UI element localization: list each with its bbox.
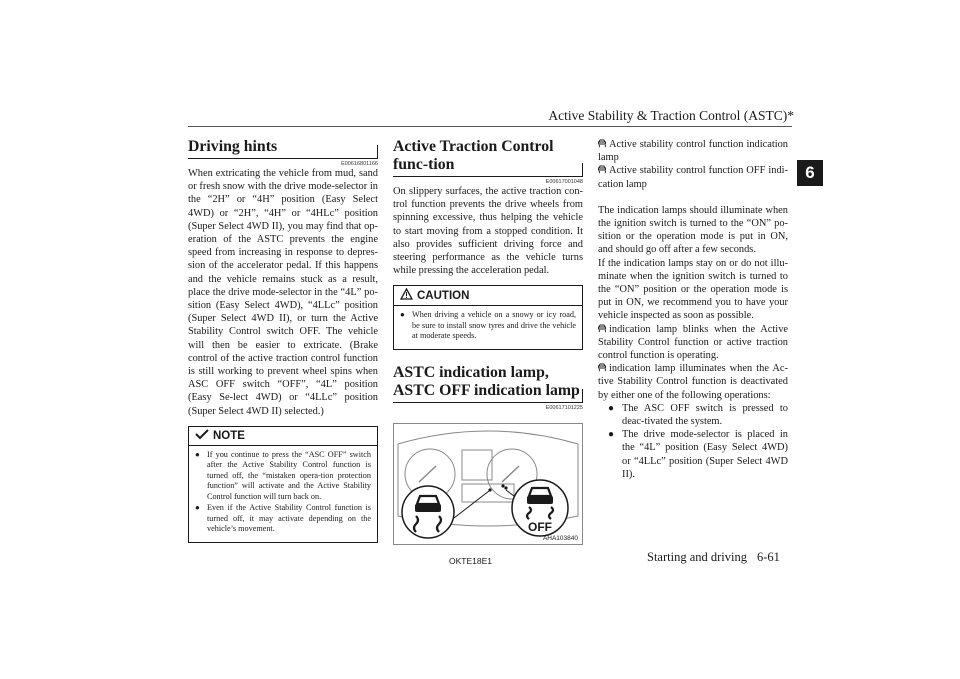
- section-heading-driving-hints: Driving hints: [188, 138, 378, 159]
- section-heading-wrap: [188, 138, 378, 159]
- off-text: OFF: [528, 519, 552, 534]
- figure-label: AHA103840: [542, 534, 578, 542]
- deactivation-item: ● The ASC OFF switch is pressed to deac-tivated the system.: [608, 402, 788, 428]
- note-item: ● Even if the Active Stability Control function is turned off, it may activate depending on the vehicle’s movement.: [195, 503, 371, 535]
- section-heading-active-traction: Active Traction Control func-tion: [393, 138, 583, 177]
- column-middle: [393, 138, 583, 545]
- section-code: E00616801166: [341, 161, 378, 167]
- legend-astc-off-text: Active stability control function OFF indi-cation lamp: [598, 165, 788, 190]
- legend-astc: [598, 138, 788, 164]
- header-rule: [188, 126, 792, 127]
- lamp-para-4: [598, 362, 788, 402]
- cluster-illustration: [394, 424, 582, 544]
- section-code: E00617101225: [545, 404, 583, 411]
- section-heading-astc-lamp: ASTC indication lamp, ASTC OFF indication lamp: [393, 364, 583, 403]
- section-heading-wrap: [393, 364, 583, 403]
- lamp-para-3-text: indication lamp blinks when the Active Stability Control function or active traction control function is operating.: [598, 323, 788, 362]
- note-label: NOTE: [213, 429, 245, 442]
- lamp-para-2: If the indication lamps stay on or do not illu-minate when the ignition switch is turned to the “ON” position or the operation mode is put in ON, we recommend you to have your vehicle inspected as soon as possible.: [598, 257, 788, 322]
- note-box: [188, 426, 378, 543]
- note-item: ● If you continue to press the “ASC OFF” switch after the Active Stability Control function is turned off, the “mistaken opera-tion protection function” will activate and the Active Stability Control function will turn back on.: [195, 450, 371, 503]
- caution-box: [393, 285, 583, 350]
- note-icon: [195, 429, 209, 443]
- astc-lamp-icon: [598, 324, 606, 333]
- document-code: OKTE18E1: [449, 556, 492, 566]
- running-header: Active Stability & Traction Control (ASTC)*: [548, 108, 794, 123]
- instrument-cluster-figure: [393, 423, 583, 545]
- note-list: [189, 450, 377, 535]
- lamp-para-4-text: indication lamp illuminates when the Ac-tive Stability Control function is deactivated by either one of the following operations:: [598, 363, 788, 401]
- chapter-tab[interactable]: 6: [797, 160, 823, 186]
- caution-list: [394, 310, 582, 342]
- section-heading-wrap: [393, 138, 583, 177]
- warning-triangle-icon: [400, 288, 413, 303]
- footer-section-title: Starting and driving: [647, 550, 747, 564]
- lamp-para-3: [598, 323, 788, 363]
- column-right: [598, 138, 788, 481]
- astc-off-lamp-icon: [598, 165, 606, 174]
- astc-lamp-icon: [598, 139, 606, 148]
- lamp-para-1: The indication lamps should illuminate when the ignition switch is turned to the “ON” po-sition or the operation mode is put in ON, and should go off after a few seconds.: [598, 204, 788, 256]
- page-number: 6-61: [757, 550, 780, 564]
- caution-item: ● When driving a vehicle on a snowy or icy road, be sure to install snow tyres and drive the vehicle at moderate speeds.: [400, 310, 576, 342]
- driving-hints-body: When extricating the vehicle from mud, sand or fresh snow with the drive mode-selector in the “2H” or “4H” position (Easy Select 4WD) or “2H”, “4H” or “4HLc” position (Super Select 4WD II), you may find that op-eration of the ASTC prevents the engine speed from increasing in response to depres-sion of the accelerator pedal. If this happens and the vehicle remains stuck as a result, place the drive mode-selector in the “4L” po-sition (Easy Select 4WD), “4LLc” position (Super Select 4WD II), or turn the Active Stability Control switch OFF. The vehicle will then be easier to extricate. (Brake control of the active traction control function is still working to prevent wheel spins when ASC OFF switch “OFF”, “4L” position (Easy Se-lect 4WD) or “4LLc” position (Super Select 4WD II) selected.): [188, 168, 378, 417]
- column-left: [188, 138, 378, 543]
- legend-astc-text: Active stability control function indication lamp: [598, 139, 788, 164]
- deactivation-list: [598, 402, 788, 481]
- note-header: [189, 427, 377, 446]
- legend-astc-off: [598, 164, 788, 190]
- caution-label: CAUTION: [417, 289, 470, 302]
- deactivation-item: ● The drive mode-selector is placed in the “4L” position (Easy Select 4WD) or “4LLc” position (Super Select 4WD II).: [608, 428, 788, 481]
- section-code: E00617001048: [545, 179, 583, 185]
- astc-off-lamp-icon: [598, 363, 606, 372]
- traction-body: On slippery surfaces, the active traction con-trol function prevents the drive wheels from spinning excessive, thus helping the vehicle to start moving from a stopped condition. It also provides sufficient driving force and steering performance as the vehicle turns while pressing the acceleration pedal.: [393, 186, 583, 277]
- caution-header: [394, 286, 582, 306]
